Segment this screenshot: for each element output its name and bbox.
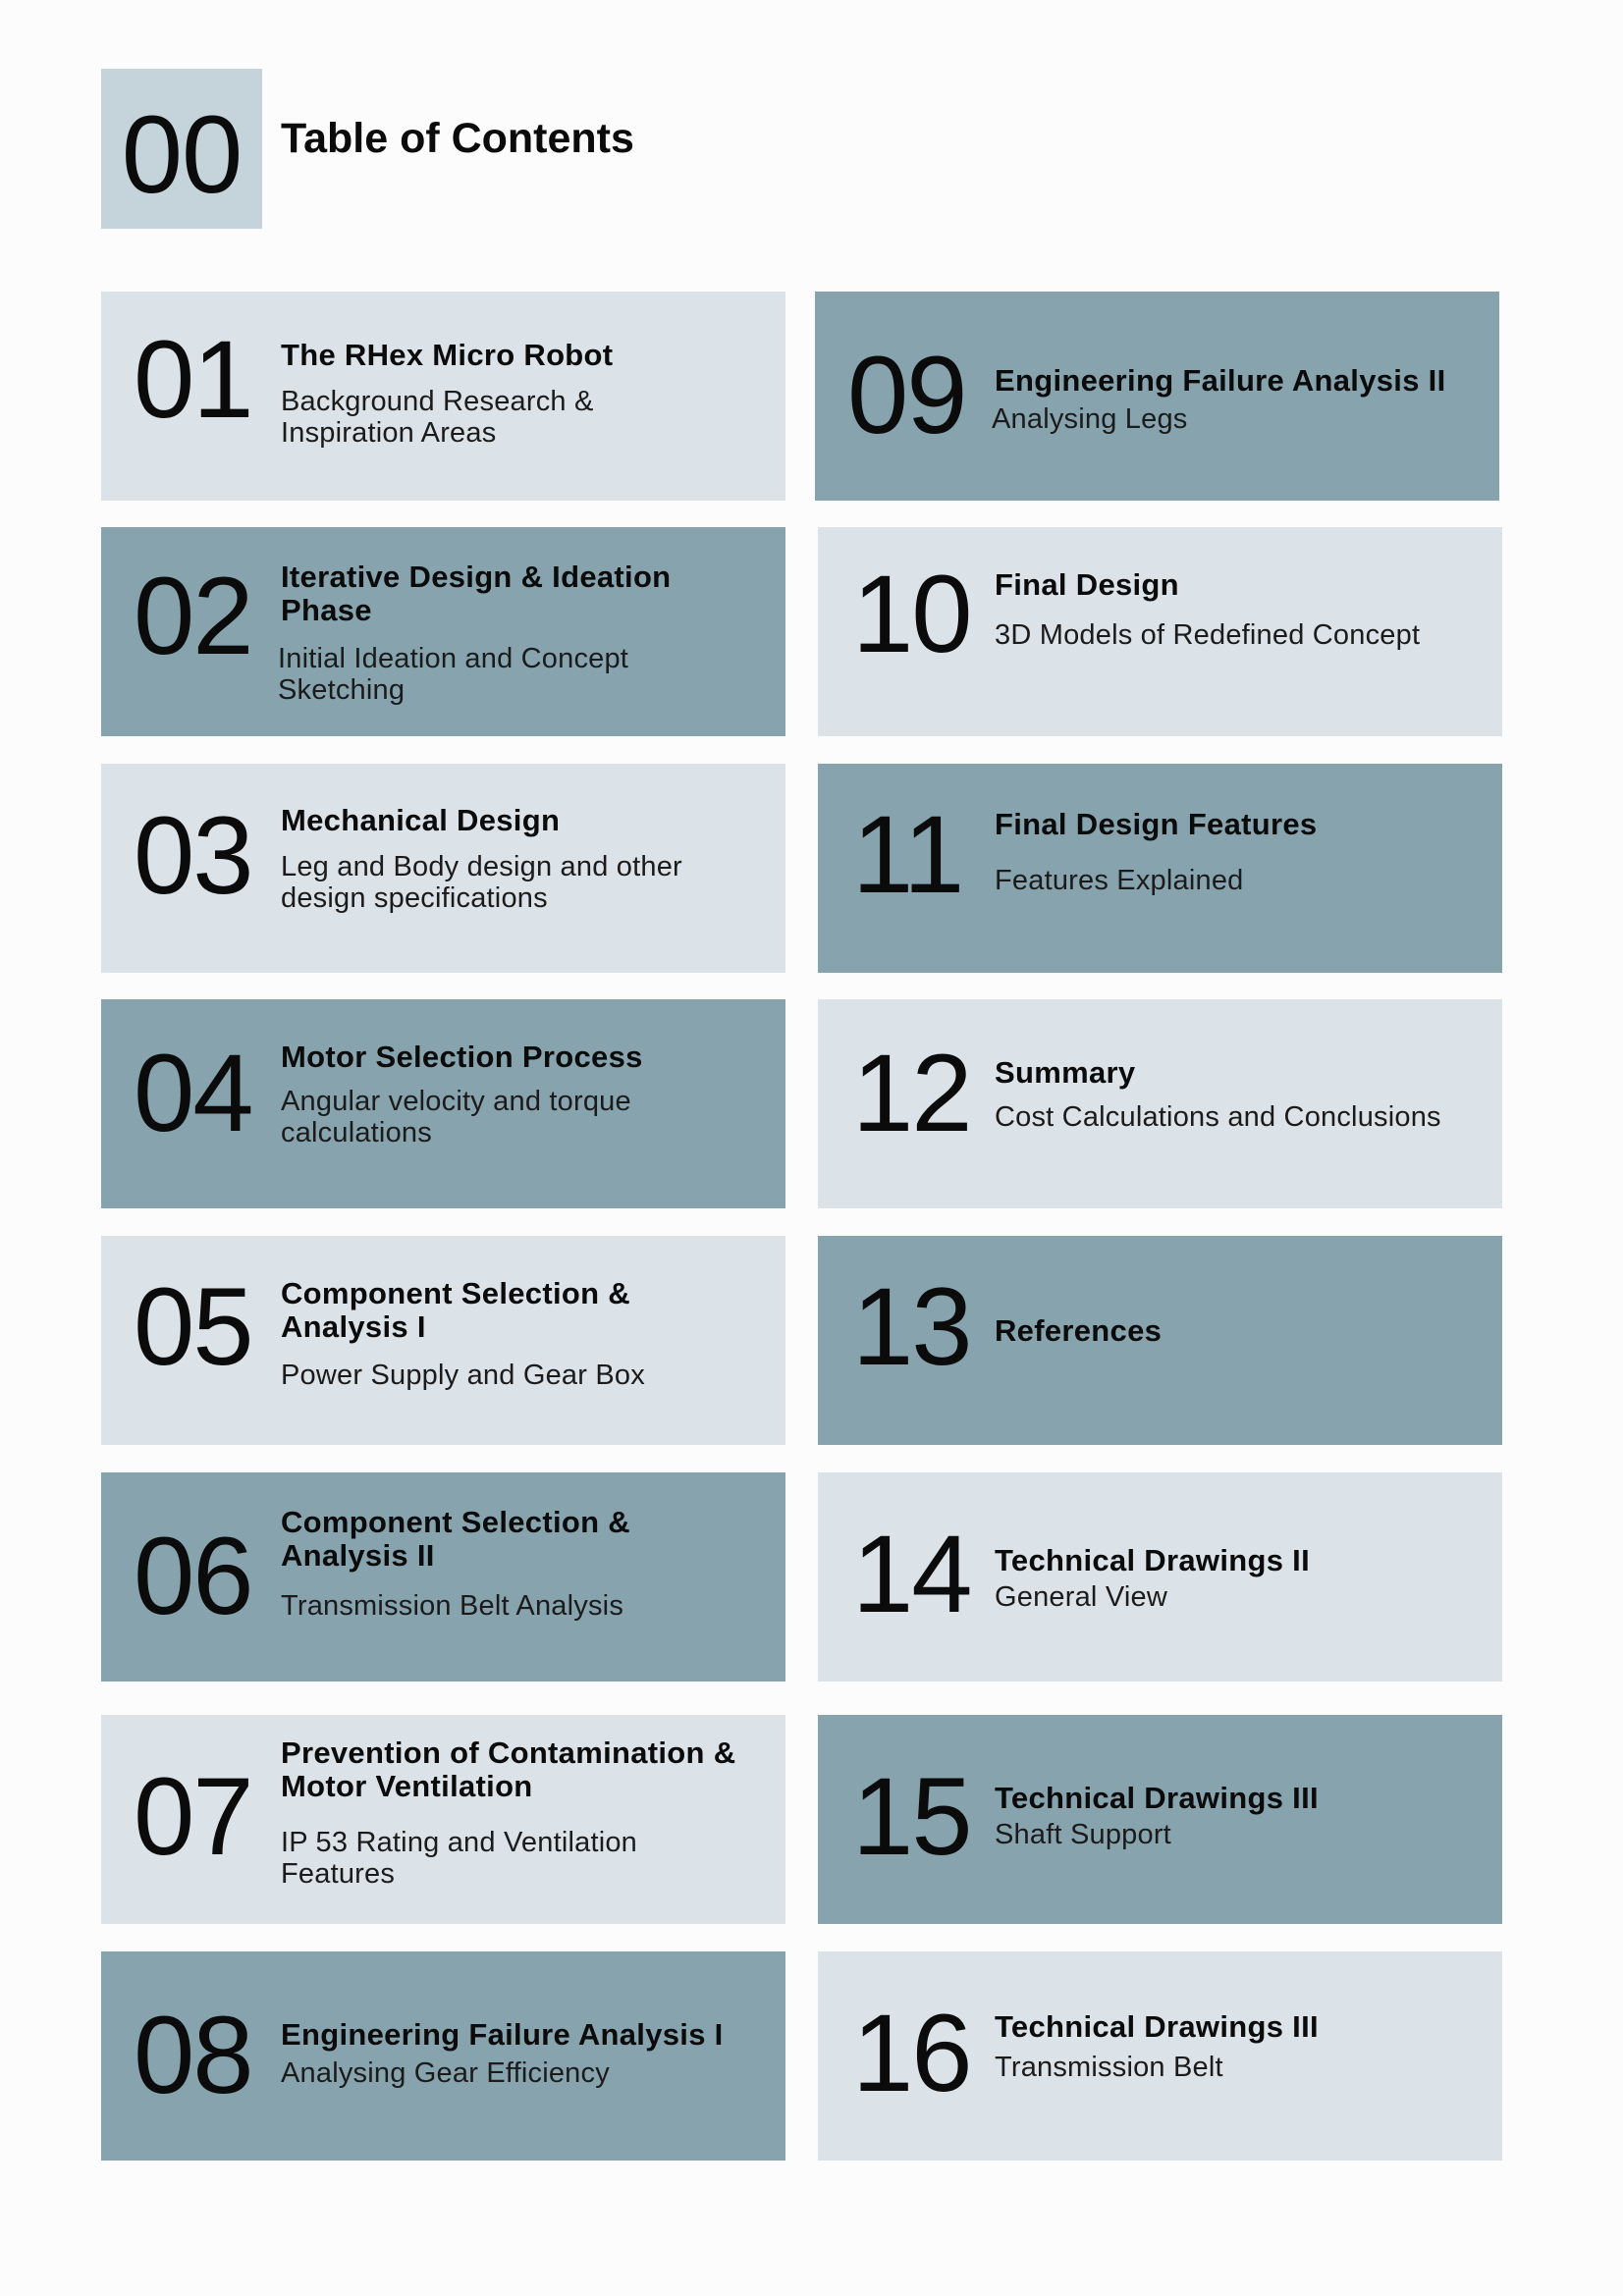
entry-number: 14 bbox=[852, 1513, 971, 1635]
toc-entry-03[interactable] bbox=[101, 764, 785, 973]
toc-entry-14[interactable] bbox=[818, 1472, 1502, 1682]
entry-title: Technical Drawings II bbox=[995, 1543, 1310, 1577]
entry-subtitle: Analysing Gear Efficiency bbox=[281, 2057, 610, 2089]
toc-entry-05[interactable] bbox=[101, 1236, 785, 1445]
entry-title: Technical Drawings III bbox=[995, 1781, 1319, 1815]
toc-entry-08[interactable] bbox=[101, 1951, 785, 2161]
entry-number: 06 bbox=[134, 1515, 252, 1637]
entry-title: References bbox=[995, 1313, 1163, 1348]
toc-entry-07[interactable] bbox=[101, 1715, 785, 1924]
entry-subtitle: Power Supply and Gear Box bbox=[281, 1360, 645, 1391]
entry-title: Component Selection & Analysis I bbox=[281, 1276, 630, 1344]
entry-title: Final Design bbox=[995, 567, 1179, 602]
entry-subtitle: Transmission Belt Analysis bbox=[281, 1590, 624, 1622]
entry-number: 15 bbox=[852, 1755, 971, 1878]
toc-entry-04[interactable] bbox=[101, 999, 785, 1208]
entry-number: 01 bbox=[134, 318, 252, 441]
entry-number: 10 bbox=[852, 553, 971, 675]
entry-number: 02 bbox=[134, 555, 252, 677]
entry-title: Summary bbox=[995, 1055, 1136, 1090]
toc-entry-11[interactable] bbox=[818, 764, 1502, 973]
entry-title: The RHex Micro Robot bbox=[281, 338, 614, 372]
entry-title: Iterative Design & Ideation Phase bbox=[281, 560, 672, 627]
entry-number: 12 bbox=[852, 1032, 971, 1154]
entry-subtitle: General View bbox=[995, 1581, 1167, 1613]
page-title: Table of Contents bbox=[281, 115, 634, 162]
entry-subtitle: Angular velocity and torque calculations bbox=[281, 1086, 631, 1148]
entry-subtitle: Background Research & Inspiration Areas bbox=[281, 386, 594, 449]
entry-subtitle: Transmission Belt bbox=[995, 2052, 1223, 2083]
entry-number: 07 bbox=[134, 1755, 252, 1878]
entry-number: 04 bbox=[134, 1032, 252, 1154]
toc-entry-15[interactable] bbox=[818, 1715, 1502, 1924]
toc-entry-01[interactable] bbox=[101, 292, 785, 501]
entry-title: Mechanical Design bbox=[281, 803, 561, 837]
toc-entry-13[interactable] bbox=[818, 1236, 1502, 1445]
entry-number: 03 bbox=[134, 794, 252, 917]
entry-subtitle: Features Explained bbox=[995, 865, 1244, 896]
toc-header-number-box bbox=[101, 69, 262, 229]
toc-entry-02[interactable] bbox=[101, 527, 785, 736]
toc-entry-16[interactable] bbox=[818, 1951, 1502, 2161]
entry-subtitle: Analysing Legs bbox=[992, 403, 1188, 435]
entry-title: Technical Drawings III bbox=[995, 2009, 1319, 2044]
entry-subtitle: Initial Ideation and Concept Sketching bbox=[278, 643, 629, 706]
toc-entry-10[interactable] bbox=[818, 527, 1502, 736]
entry-subtitle: Cost Calculations and Conclusions bbox=[995, 1101, 1441, 1133]
entry-number: 09 bbox=[847, 334, 966, 456]
entry-number: 13 bbox=[852, 1265, 971, 1388]
entry-title: Motor Selection Process bbox=[281, 1040, 643, 1074]
entry-number: 05 bbox=[134, 1265, 252, 1388]
entry-subtitle: Leg and Body design and other design specifications bbox=[281, 851, 682, 914]
entry-title: Final Design Features bbox=[995, 807, 1318, 841]
entry-subtitle: Shaft Support bbox=[995, 1819, 1171, 1850]
entry-number: 11 bbox=[852, 793, 963, 916]
entry-number: 08 bbox=[134, 1994, 252, 2116]
entry-title: Prevention of Contamination & Motor Ventilation bbox=[281, 1735, 736, 1803]
toc-entry-06[interactable] bbox=[101, 1472, 785, 1682]
toc-entry-12[interactable] bbox=[818, 999, 1502, 1208]
entry-title: Engineering Failure Analysis I bbox=[281, 2017, 724, 2052]
entry-subtitle: 3D Models of Redefined Concept bbox=[995, 619, 1421, 651]
entry-subtitle: IP 53 Rating and Ventilation Features bbox=[281, 1827, 638, 1890]
toc-header-number: 00 bbox=[121, 92, 243, 216]
entry-number: 16 bbox=[852, 1992, 971, 2114]
entry-title: Engineering Failure Analysis II bbox=[995, 363, 1446, 398]
entry-title: Component Selection & Analysis II bbox=[281, 1505, 630, 1573]
toc-entry-09[interactable] bbox=[815, 292, 1499, 501]
